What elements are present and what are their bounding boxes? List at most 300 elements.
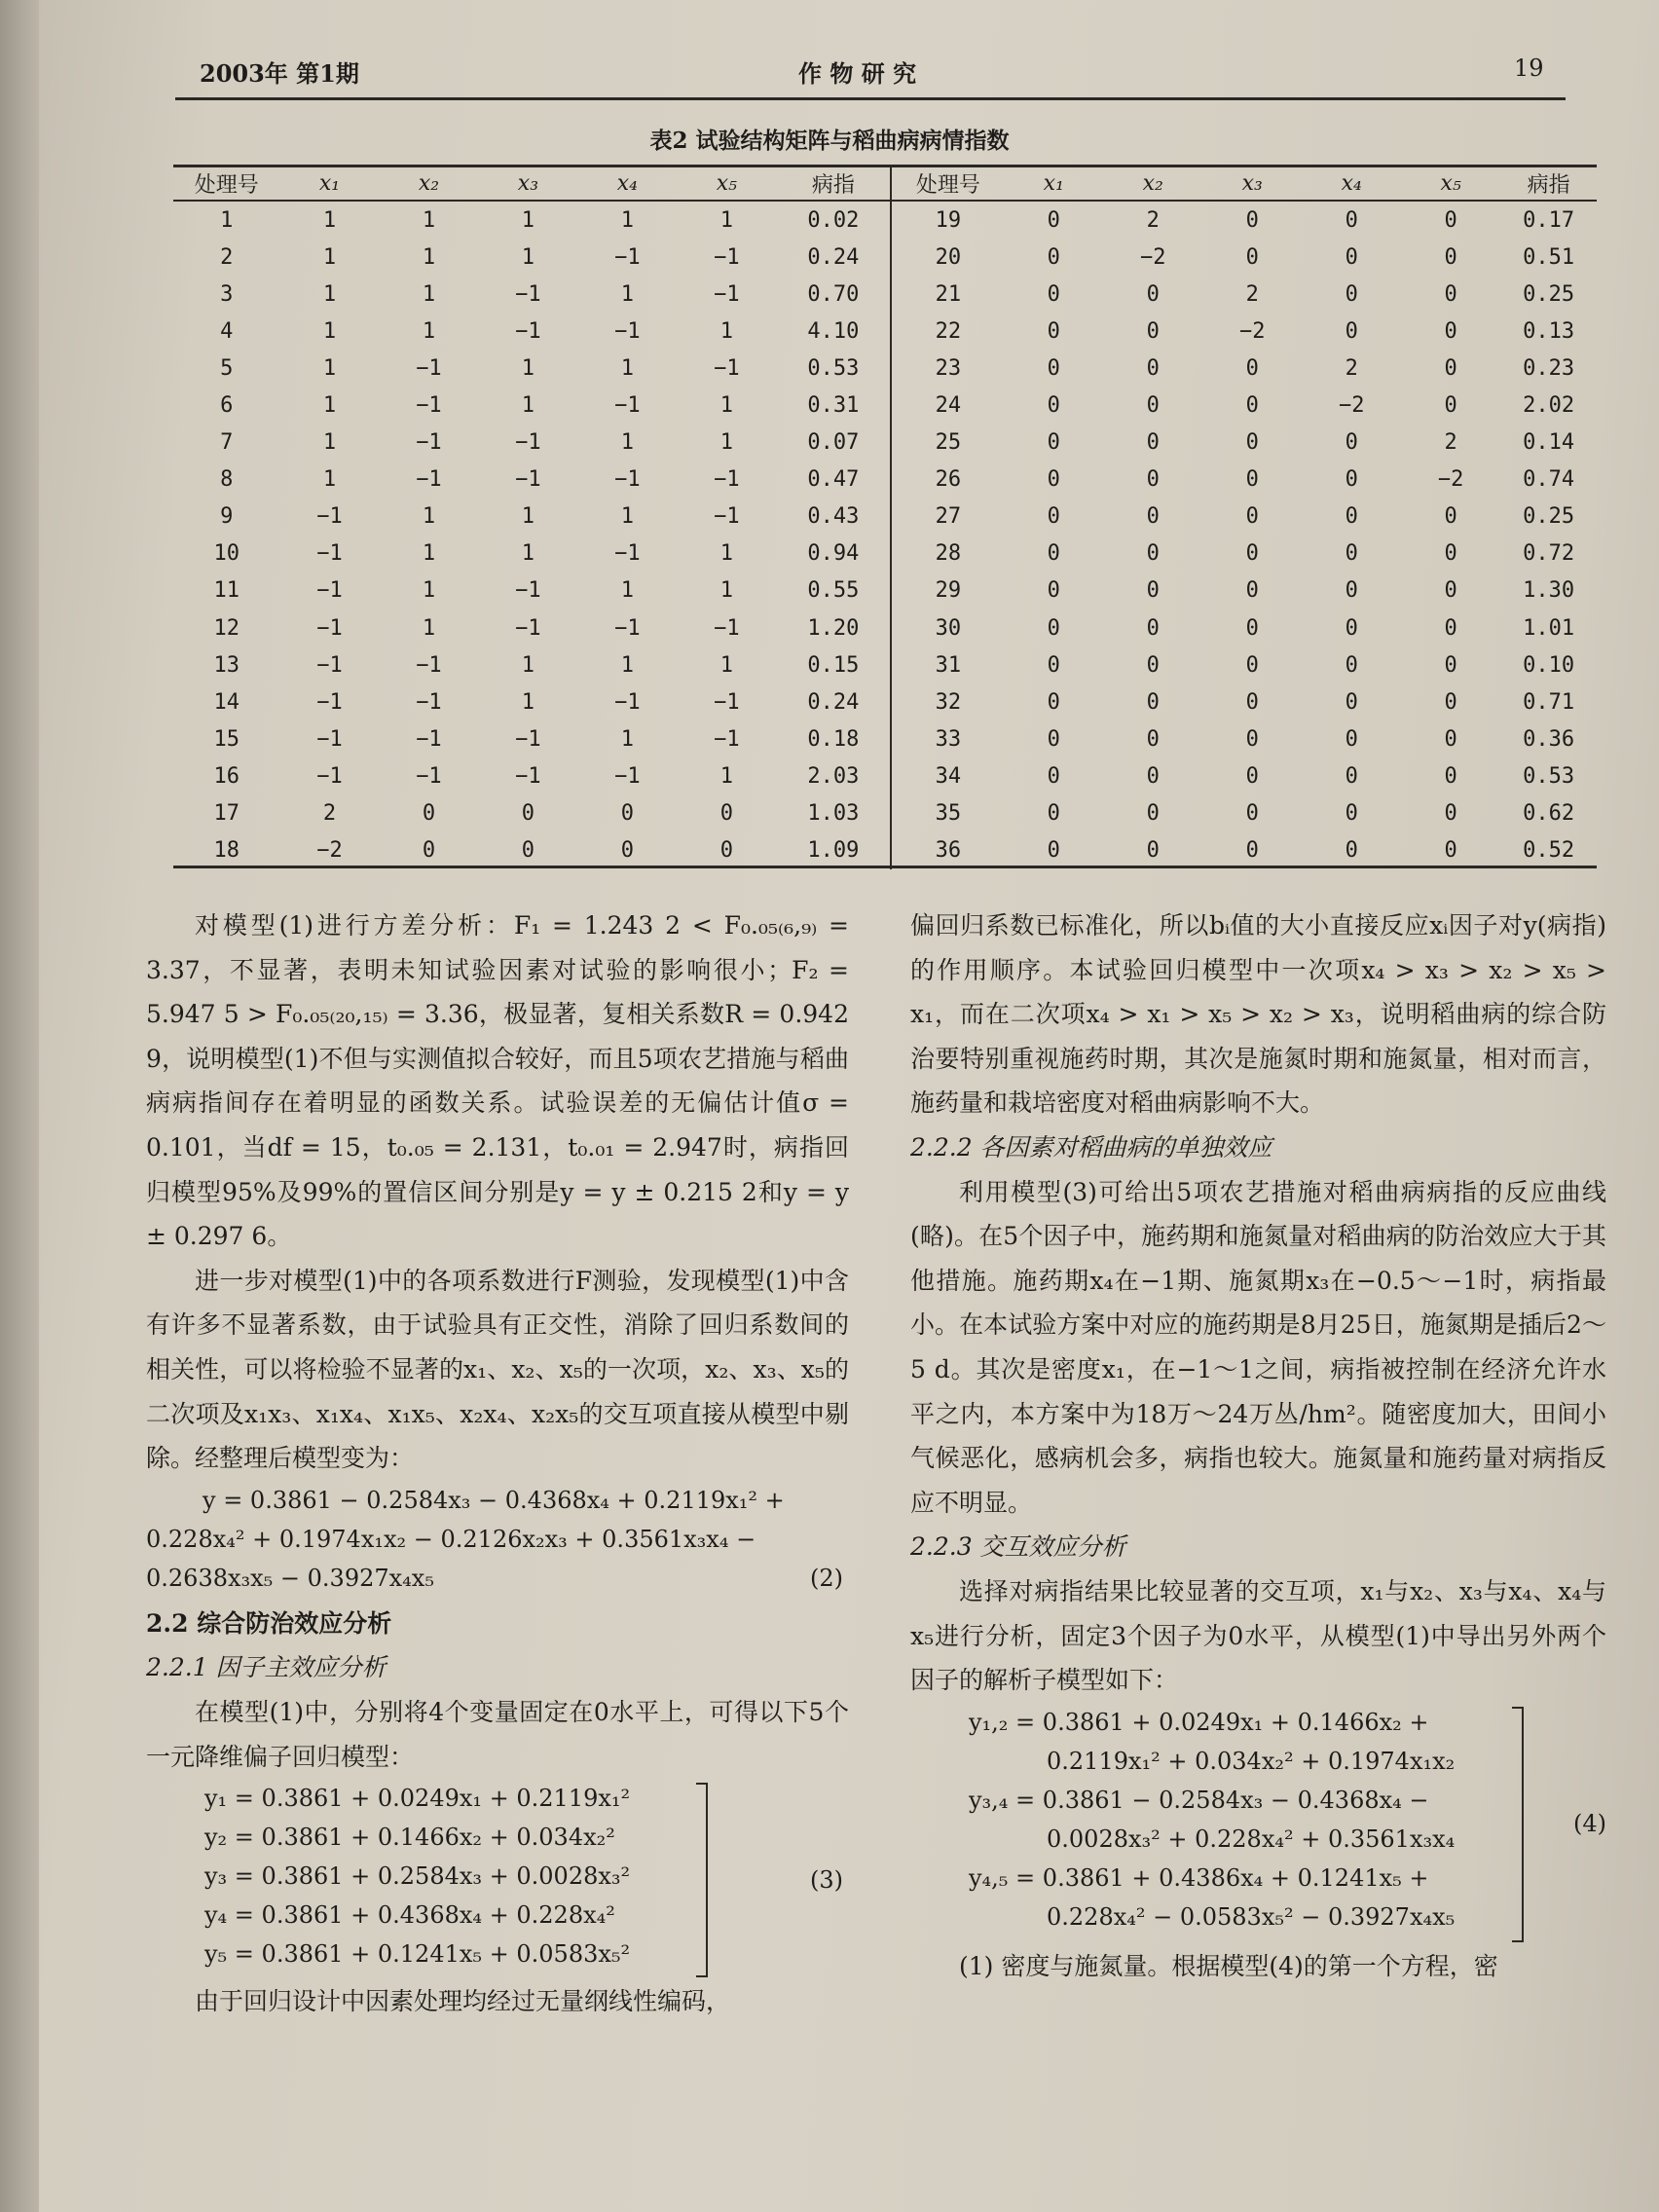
column-header: x₅: [1440, 170, 1461, 196]
table-cell: 1: [422, 244, 436, 270]
table-cell: 0: [1245, 615, 1259, 641]
table-cell: −2: [1437, 467, 1464, 493]
table-cell: 34: [891, 757, 1004, 794]
table-cell: 1: [620, 726, 634, 752]
column-header: x₄: [616, 170, 638, 196]
table-cell: 0: [1345, 615, 1358, 641]
table-cell: 22: [891, 313, 1004, 350]
table-cell: 1: [422, 541, 436, 567]
table-cell: 0.10: [1523, 652, 1575, 678]
table-cell: 13: [213, 652, 240, 678]
table-cell: 0: [1146, 615, 1160, 641]
table-cell: 1: [322, 244, 337, 270]
table-cell: 0.71: [1523, 689, 1575, 715]
table-cell: 0: [1444, 281, 1457, 307]
table-cell: 0: [1444, 689, 1457, 715]
table-cell: 1: [322, 467, 337, 493]
column-header: x₅: [716, 170, 737, 196]
equation-4: [910, 1703, 1606, 1944]
table-cell: −1: [316, 726, 343, 752]
table-cell: 1: [322, 393, 337, 419]
table-cell: 0: [1047, 281, 1060, 307]
equation-line: y₂ = 0.3861 + 0.1466x₂ + 0.034x₂²: [204, 1824, 615, 1852]
table-cell: 1: [322, 355, 337, 381]
table-cell: −1: [614, 689, 641, 715]
column-header: 处理号: [891, 166, 1004, 201]
table-cell: 0: [1245, 467, 1259, 493]
table-cell: 20: [891, 239, 1004, 276]
table-cell: 0.25: [1523, 281, 1575, 307]
table-cell: 29: [891, 572, 1004, 609]
table-cell: −1: [515, 430, 541, 456]
table-cell: 0: [1146, 318, 1160, 344]
table-cell: 0: [1146, 763, 1160, 789]
table-row: [173, 535, 1597, 572]
column-header: 病指: [811, 172, 855, 198]
table-cell: 1: [322, 430, 337, 456]
table-cell: 0.53: [807, 355, 860, 381]
table-cell: −1: [614, 318, 641, 344]
table-cell: 28: [891, 535, 1004, 572]
table-cell: −1: [714, 467, 740, 493]
equation-number: (3): [810, 1866, 843, 1895]
table-cell: 1: [620, 430, 634, 456]
table-cell: −1: [416, 467, 442, 493]
table-cell: −2: [1140, 244, 1166, 270]
table-row: [173, 646, 1597, 683]
table-cell: 19: [891, 201, 1004, 239]
table-cell: 9: [220, 504, 234, 530]
table-cell: −1: [316, 504, 343, 530]
table-cell: 1: [521, 689, 535, 715]
table-cell: 1: [719, 318, 733, 344]
table-cell: 0.07: [807, 430, 860, 456]
table-cell: 0: [1345, 430, 1358, 456]
table-cell: −1: [614, 244, 641, 270]
table-cell: 0: [422, 801, 436, 827]
column-header: 处理号: [194, 172, 259, 198]
table-cell: 0: [1345, 801, 1358, 827]
equation-line: 0.2119x₁² + 0.034x₂² + 0.1974x₁x₂: [1047, 1747, 1456, 1775]
table-cell: −1: [714, 504, 740, 530]
table-cell: 27: [891, 498, 1004, 535]
table-cell: −1: [614, 615, 641, 641]
table-cell: 0.74: [1523, 467, 1575, 493]
table-cell: −1: [515, 726, 541, 752]
table-cell: 0: [1245, 430, 1259, 456]
table-cell: 0.24: [807, 244, 860, 270]
subsection-heading: 2.2.1 因子主效应分析: [146, 1653, 387, 1682]
table-cell: −1: [416, 430, 442, 456]
table-cell: 1: [521, 504, 535, 530]
table-cell: 1.03: [807, 801, 860, 827]
table-cell: 0: [1245, 578, 1259, 604]
table-row: [173, 461, 1597, 498]
table-cell: 0: [1444, 578, 1457, 604]
table-cell: −1: [714, 281, 740, 307]
equation-line: 0.228x₄² − 0.0583x₅² − 0.3927x₄x₅: [1047, 1902, 1456, 1931]
table-cell: 0.15: [807, 652, 860, 678]
table-cell: 0: [1047, 578, 1060, 604]
table-cell: −1: [416, 763, 442, 789]
table-cell: 4: [220, 318, 234, 344]
table-cell: 0: [1345, 504, 1358, 530]
table-cell: 0: [1245, 393, 1259, 419]
equation-2: [146, 1481, 849, 1598]
equation-line: y₄ = 0.3861 + 0.4368x₄ + 0.228x₄²: [204, 1901, 615, 1930]
table-cell: 0: [1047, 207, 1060, 233]
journal-title: 作 物 研 究: [798, 59, 917, 88]
equation-bracket: [1512, 1707, 1524, 1942]
table-cell: −1: [515, 763, 541, 789]
table-cell: 0: [1047, 763, 1060, 789]
equation-line: y₅ = 0.3861 + 0.1241x₅ + 0.0583x₅²: [204, 1940, 631, 1969]
equation-line: y₁ = 0.3861 + 0.0249x₁ + 0.2119x₁²: [204, 1785, 631, 1813]
table-caption: 表2 试验结构矩阵与稻曲病病情指数: [649, 128, 1010, 154]
table-cell: 0: [1345, 652, 1358, 678]
table-cell: 1: [719, 207, 733, 233]
table-cell: −1: [316, 689, 343, 715]
table-row: [173, 201, 1597, 239]
table-cell: −1: [614, 541, 641, 567]
table-cell: 8: [220, 467, 234, 493]
table-cell: 0: [1047, 318, 1060, 344]
table-cell: 33: [891, 720, 1004, 757]
table-cell: 0: [1146, 430, 1160, 456]
table-row: [173, 350, 1597, 387]
equation-line: 0.0028x₃² + 0.228x₄² + 0.3561x₃x₄: [1047, 1825, 1456, 1853]
table-cell: 1: [322, 207, 337, 233]
table-cell: 36: [891, 832, 1004, 869]
book-spine-shadow: [0, 0, 39, 2212]
table-row: [173, 239, 1597, 276]
table-cell: 0: [1047, 689, 1060, 715]
table-cell: 0: [1444, 541, 1457, 567]
table-cell: 0: [1345, 244, 1358, 270]
table-cell: −1: [416, 689, 442, 715]
table-cell: 2: [322, 801, 337, 827]
table-cell: 0: [1245, 355, 1259, 381]
table-cell: 0: [1345, 726, 1358, 752]
table-cell: 0.51: [1523, 244, 1575, 270]
table-cell: −1: [714, 689, 740, 715]
table-cell: −2: [316, 838, 343, 864]
table-cell: 0.31: [807, 393, 860, 419]
table-cell: 0: [1345, 467, 1358, 493]
table-cell: 2: [220, 244, 234, 270]
table-row: [173, 572, 1597, 609]
table-cell: 0: [1047, 726, 1060, 752]
table-cell: 0: [1047, 430, 1060, 456]
table-cell: 0: [1444, 615, 1457, 641]
table-cell: 0: [1146, 541, 1160, 567]
table-row: [173, 313, 1597, 350]
equation-line: y₃,₄ = 0.3861 − 0.2584x₃ − 0.4368x₄ −: [969, 1786, 1429, 1814]
table-cell: 2: [1245, 281, 1259, 307]
table-cell: 1: [422, 318, 436, 344]
table-cell: 0: [719, 801, 733, 827]
table-cell: −1: [416, 726, 442, 752]
table-cell: −1: [614, 763, 641, 789]
table-cell: 0: [1444, 355, 1457, 381]
table-body: [173, 201, 1597, 869]
table-cell: 0: [1146, 801, 1160, 827]
table-cell: −1: [416, 652, 442, 678]
table-cell: 0: [1345, 763, 1358, 789]
table-cell: 0.47: [807, 467, 860, 493]
column-header: 病指: [1527, 172, 1570, 198]
table-cell: 1: [719, 578, 733, 604]
paragraph: 在模型(1)中，分别将4个变量固定在0水平上，可得以下5个一元降维偏子回归模型：: [146, 1697, 849, 1771]
table-bottom-rule: [173, 866, 1597, 868]
paragraph: 由于回归设计中因素处理均经过无量纲线性编码，: [195, 1987, 731, 2016]
table-cell: 1: [620, 652, 634, 678]
table-cell: 0: [1047, 393, 1060, 419]
table-cell: 1: [620, 578, 634, 604]
table-cell: 0: [1245, 726, 1259, 752]
table-cell: 0: [1047, 355, 1060, 381]
table-cell: 26: [891, 461, 1004, 498]
table-cell: 1: [521, 393, 535, 419]
table-cell: 0: [1345, 689, 1358, 715]
equation-number: (2): [810, 1564, 843, 1592]
table-cell: 0: [1444, 207, 1457, 233]
table-cell: −2: [1238, 318, 1266, 344]
table-cell: 32: [891, 683, 1004, 720]
table-row: [173, 424, 1597, 461]
data-table: [173, 166, 1597, 869]
table-cell: 0: [1444, 801, 1457, 827]
table-row: [173, 683, 1597, 720]
table-cell: 0: [1146, 504, 1160, 530]
table-cell: 1.09: [807, 838, 860, 864]
table-cell: 1: [422, 578, 436, 604]
table-cell: 0: [1345, 318, 1358, 344]
table-cell: 1: [322, 281, 337, 307]
table-cell: 30: [891, 609, 1004, 646]
table-cell: 0: [1345, 838, 1358, 864]
subsection-heading: 2.2.3 交互效应分析: [910, 1532, 1126, 1562]
table-cell: 11: [213, 578, 240, 604]
table-cell: −1: [515, 281, 541, 307]
table-cell: −1: [316, 541, 343, 567]
equation-line: 0.228x₄² + 0.1974x₁x₂ − 0.2126x₂x₃ + 0.3561x₃x₄ −: [146, 1525, 756, 1553]
table-cell: 0: [719, 838, 733, 864]
table-cell: 7: [220, 430, 234, 456]
table-cell: 0.53: [1523, 763, 1575, 789]
table-cell: 0: [1047, 504, 1060, 530]
table-cell: 0.25: [1523, 504, 1575, 530]
table-cell: −2: [1338, 393, 1365, 419]
table-cell: 0.55: [807, 578, 860, 604]
table-cell: 1: [719, 430, 733, 456]
table-cell: 0: [1245, 838, 1259, 864]
table-cell: 0.17: [1523, 207, 1575, 233]
table-cell: 0: [1047, 467, 1060, 493]
table-cell: 0: [1345, 207, 1358, 233]
table-cell: −1: [714, 726, 740, 752]
table-cell: 0: [1146, 838, 1160, 864]
table-cell: 0: [1047, 838, 1060, 864]
equation-number: (4): [1573, 1809, 1606, 1837]
table-cell: 0.70: [807, 281, 860, 307]
paragraph: 利用模型(3)可给出5项农艺措施对稻曲病病指的反应曲线(略)。在5个因子中，施药期和施氮量对稻曲病的防治效应大于其他措施。施药期x₄在−1期、施氮期x₃在−0.5～−1时，病指最小。在本试验方案中对应的施药期是8月25日，施氮期是插后2～5 d。其次是密度x₁，在−1～1之间，病指被控制在经济允许水平之内，本方案中为18万～24万丛/hm²。随密度加大，田间小气候恶化，感病机会多，病指也较大。施氮量和施药量对病指反应不明显。: [910, 1177, 1606, 1517]
table-cell: 10: [213, 541, 240, 567]
table-cell: 0: [1146, 467, 1160, 493]
table-cell: 0.52: [1523, 838, 1575, 864]
table-cell: 25: [891, 424, 1004, 461]
equation-line: y₁,₂ = 0.3861 + 0.0249x₁ + 0.1466x₂ +: [969, 1708, 1429, 1736]
table-cell: 17: [213, 801, 240, 827]
table-cell: 21: [891, 276, 1004, 313]
table-row: [173, 276, 1597, 313]
table-header-row: [173, 166, 1597, 201]
journal-issue: 2003年 第1期: [200, 59, 359, 88]
table-cell: 0: [1146, 689, 1160, 715]
table-cell: 0: [1047, 244, 1060, 270]
table-cell: 0: [1047, 615, 1060, 641]
table-row: [173, 720, 1597, 757]
equation-line: y₃ = 0.3861 + 0.2584x₃ + 0.0028x₃²: [204, 1862, 631, 1891]
table-cell: 0: [1146, 578, 1160, 604]
table-cell: 0: [620, 838, 634, 864]
column-header: x₄: [1341, 170, 1362, 196]
table-cell: 0.23: [1523, 355, 1575, 381]
table-cell: 16: [213, 763, 240, 789]
table-cell: −1: [515, 615, 541, 641]
paragraph: 选择对病指结果比较显著的交互项，x₁与x₂、x₃与x₄、x₄与x₅进行分析，固定3个因子为0水平，从模型(1)中导出另外两个因子的解析子模型如下：: [910, 1576, 1606, 1695]
table-cell: 23: [891, 350, 1004, 387]
table-cell: 0: [1444, 393, 1457, 419]
table-cell: 1: [719, 393, 733, 419]
table-cell: 0: [1245, 504, 1259, 530]
table-cell: 0.14: [1523, 430, 1575, 456]
table-cell: 0: [1146, 281, 1160, 307]
table-cell: 0: [1047, 541, 1060, 567]
table-cell: 0: [1444, 504, 1457, 530]
table-cell: 1: [719, 763, 733, 789]
table-row: [173, 757, 1597, 794]
table-cell: 18: [213, 838, 240, 864]
table-cell: −1: [316, 615, 343, 641]
table-cell: 0.18: [807, 726, 860, 752]
table-cell: 0.02: [807, 207, 860, 233]
table-cell: 1: [719, 652, 733, 678]
column-header: x₁: [318, 170, 341, 196]
table-row: [173, 387, 1597, 424]
table-cell: 0.62: [1523, 801, 1575, 827]
table-cell: −1: [316, 578, 343, 604]
table-cell: 0: [1444, 244, 1457, 270]
table-row: [173, 795, 1597, 832]
table-cell: 1: [620, 355, 634, 381]
header-rule: [175, 97, 1566, 100]
column-header: x₁: [1043, 170, 1064, 196]
table-cell: 3: [220, 281, 234, 307]
table-cell: 31: [891, 646, 1004, 683]
subsection-heading: 2.2.2 各因素对稻曲病的单独效应: [910, 1132, 1272, 1161]
table-cell: 0: [1047, 652, 1060, 678]
table-cell: 2: [1444, 430, 1457, 456]
table-row: [173, 832, 1597, 869]
table-cell: 0: [1146, 393, 1160, 419]
table-cell: 2: [1146, 207, 1160, 233]
table-cell: 0: [1345, 578, 1358, 604]
equation-line: y₄,₅ = 0.3861 + 0.4386x₄ + 0.1241x₅ +: [969, 1863, 1429, 1892]
table-cell: 1: [422, 504, 436, 530]
table-cell: 0.24: [807, 689, 860, 715]
table-cell: −1: [515, 578, 541, 604]
table-cell: 12: [213, 615, 240, 641]
table-cell: 0: [1345, 541, 1358, 567]
table-cell: 0.36: [1523, 726, 1575, 752]
column-header: x₃: [517, 170, 539, 196]
table-cell: 0: [1245, 652, 1259, 678]
paragraph: 偏回归系数已标准化，所以bᵢ值的大小直接反应xᵢ因子对y(病指)的作用顺序。本试验回归模型中一次项x₄ > x₃ > x₂ > x₅ > x₁，而在二次项x₄ > x₁ > x₅ > x₂ > x₃，说明稻曲病的综合防治要特别重视施药时期，其次是施氮时期和施氮量，相对而言，施药量和栽培密度对稻曲病影响不大。: [910, 911, 1606, 1118]
table-cell: 1.30: [1523, 578, 1575, 604]
table-cell: 1: [322, 318, 337, 344]
table-cell: 0: [1444, 726, 1457, 752]
table-cell: 6: [220, 393, 234, 419]
table-cell: 0: [1146, 652, 1160, 678]
table-cell: 0: [422, 838, 436, 864]
table-cell: −1: [416, 393, 442, 419]
page-number: 19: [1514, 55, 1544, 82]
table-cell: 0: [521, 838, 535, 864]
table-cell: 1: [521, 541, 535, 567]
table-cell: 24: [891, 387, 1004, 424]
table-cell: 0: [1047, 801, 1060, 827]
equation-line: 0.2638x₃x₅ − 0.3927x₄x₅: [146, 1564, 434, 1592]
table-cell: 1.20: [807, 615, 860, 641]
table-cell: −1: [614, 467, 641, 493]
table-cell: −1: [515, 318, 541, 344]
table-cell: 0: [1245, 689, 1259, 715]
table-cell: 0: [1146, 726, 1160, 752]
table-cell: 0: [1444, 838, 1457, 864]
table-cell: 1: [620, 504, 634, 530]
table-cell: 2.02: [1523, 393, 1575, 419]
column-header: x₂: [418, 170, 440, 196]
paragraph: (1) 密度与施氮量。根据模型(4)的第一个方程，密: [959, 1951, 1498, 1980]
table-cell: 0: [1444, 763, 1457, 789]
table-cell: 1: [521, 244, 535, 270]
table-cell: 0: [1345, 281, 1358, 307]
table-cell: 1.01: [1523, 615, 1575, 641]
table-cell: −1: [714, 244, 740, 270]
table-cell: 1: [422, 615, 436, 641]
equation-bracket: [696, 1783, 708, 1977]
table-cell: 0: [1245, 801, 1259, 827]
table-cell: 2: [1345, 355, 1358, 381]
table-cell: 2.03: [807, 763, 860, 789]
table-cell: 1: [521, 652, 535, 678]
table-cell: −1: [714, 355, 740, 381]
table-cell: 14: [213, 689, 240, 715]
table-cell: 35: [891, 795, 1004, 832]
table-cell: −1: [714, 615, 740, 641]
table-cell: −1: [416, 355, 442, 381]
column-header: x₃: [1241, 170, 1263, 196]
table-cell: 1: [422, 207, 436, 233]
table-cell: 0: [1146, 355, 1160, 381]
table-cell: 0: [1444, 318, 1457, 344]
table-cell: 0.43: [807, 504, 860, 530]
paragraph: 对模型(1)进行方差分析：F₁ = 1.243 2 < F₀.₀₅₍₆,₉₎ = 3.37，不显著，表明未知试验因素对试验的影响很小；F₂ = 5.947 5 > F₀.₀₅₍₂₀,₁₅₎ = 3.36，极显著，复相关系数R = 0.942 9，说明模型(1)不但与实测值拟合较好，而且5项农艺措施与稻曲病病指间存在着明显的函数关系。试验误差的无偏估计值σ = 0.101，当df = 15，t₀.₀₅ = 2.131，t₀.₀₁ = 2.947时，病指回归模型95%及99%的置信区间分别是y = y ± 0.215 2和y = y ± 0.297 6。: [146, 911, 849, 1251]
table-cell: 0.72: [1523, 541, 1575, 567]
table-cell: 0: [1245, 244, 1259, 270]
left-column: [146, 903, 849, 2024]
